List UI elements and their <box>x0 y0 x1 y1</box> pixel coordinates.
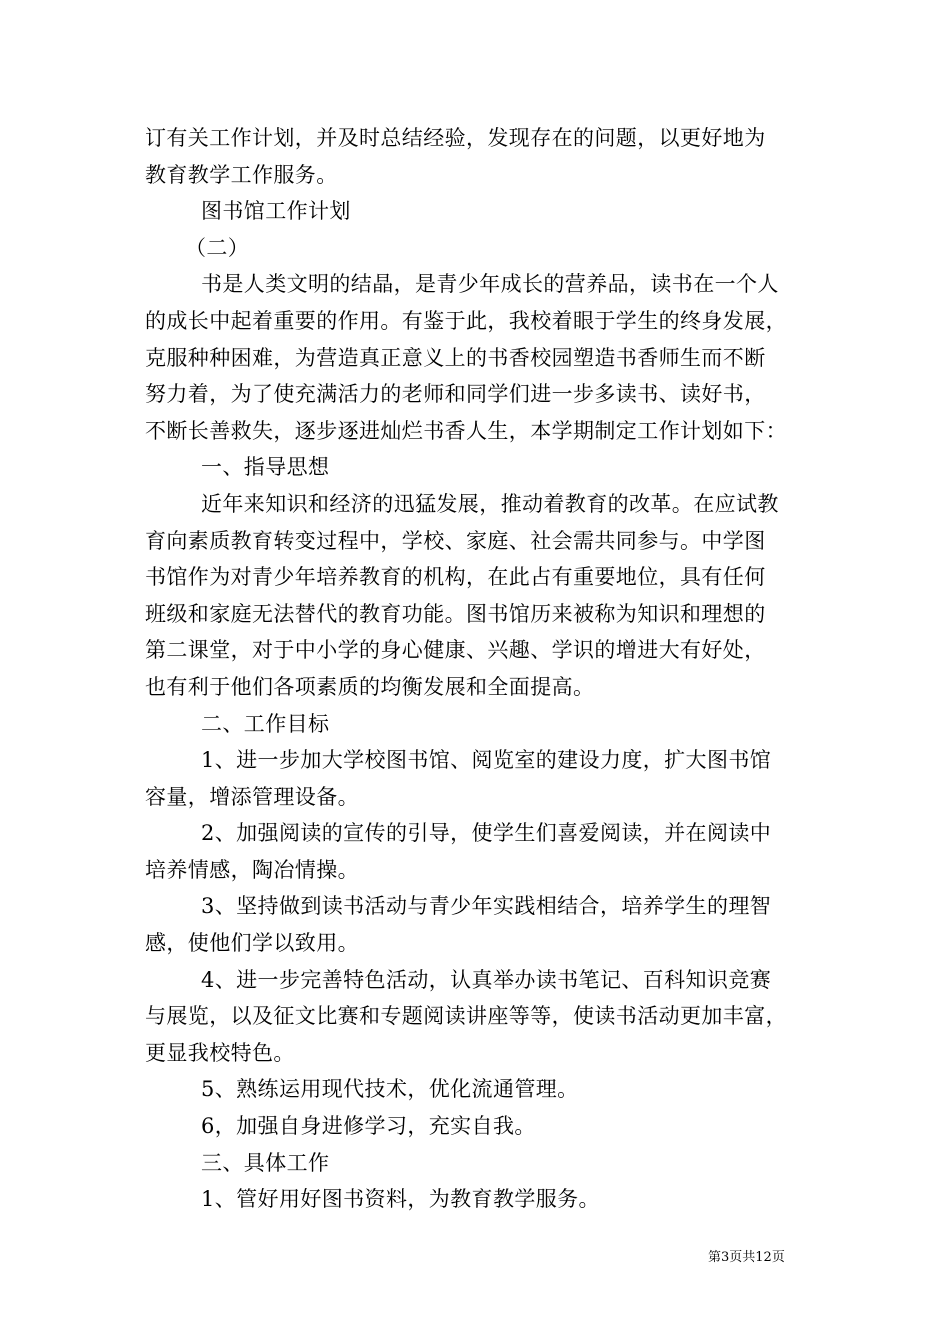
heading-specific-work: 三、具体工作 <box>201 1150 330 1175</box>
text-line: 育向素质教育转变过程中，学校、家庭、社会需共同参与。中学图 <box>145 528 766 553</box>
text-line: 感，使他们学以致用。 <box>145 931 359 956</box>
text-line: 也有利于他们各项素质的均衡发展和全面提高。 <box>145 674 595 699</box>
text-line: 努力着，为了使充满活力的老师和同学们进一步多读书、读好书， <box>145 382 766 407</box>
text-line: 更显我校特色。 <box>145 1040 295 1065</box>
list-item: 4、进一步完善特色活动，认真举办读书笔记、百科知识竞赛 <box>201 967 772 992</box>
section-title: 图书馆工作计划 <box>201 199 351 224</box>
list-item: 1、进一步加大学校图书馆、阅览室的建设力度，扩大图书馆 <box>201 748 772 773</box>
document-body <box>145 120 820 1218</box>
heading-work-goals: 二、工作目标 <box>201 711 330 736</box>
list-item: 2、加强阅读的宣传的引导，使学生们喜爱阅读，并在阅读中 <box>201 821 772 846</box>
text-line: 第二课堂，对于中小学的身心健康、兴趣、学识的增进大有好处， <box>145 638 766 663</box>
text-line: 培养情感，陶冶情操。 <box>145 857 359 882</box>
section-subtitle: （二） <box>185 235 250 260</box>
text-line: 的成长中起着重要的作用。有鉴于此，我校着眼于学生的终身发展， <box>145 308 787 333</box>
text-line: 教育教学工作服务。 <box>145 162 338 187</box>
heading-guiding-thought: 一、指导思想 <box>201 455 330 480</box>
list-item: 3、坚持做到读书活动与青少年实践相结合，培养学生的理智 <box>201 894 772 919</box>
text-line: 克服种种困难，为营造真正意义上的书香校园塑造书香师生而不断 <box>145 345 766 370</box>
text-line: 不断长善救失，逐步逐进灿烂书香人生，本学期制定工作计划如下： <box>145 418 787 443</box>
text-line: 订有关工作计划，并及时总结经验，发现存在的问题，以更好地为 <box>145 126 766 150</box>
text-line: 容量，增添管理设备。 <box>145 784 359 809</box>
list-item: 1、管好用好图书资料，为教育教学服务。 <box>201 1187 600 1212</box>
text-line: 书是人类文明的结晶，是青少年成长的营养品，读书在一个人 <box>201 272 779 297</box>
list-item: 5、熟练运用现代技术，优化流通管理。 <box>201 1077 579 1102</box>
text-line: 书馆作为对青少年培养教育的机构，在此占有重要地位，具有任何 <box>145 565 766 590</box>
list-item: 6，加强自身进修学习，充实自我。 <box>201 1114 536 1139</box>
text-line: 班级和家庭无法替代的教育功能。图书馆历来被称为知识和理想的 <box>145 601 766 626</box>
text-line: 近年来知识和经济的迅猛发展，推动着教育的改革。在应试教 <box>201 491 779 516</box>
page-number-footer: 第3页共12页 <box>708 1250 785 1265</box>
text-line: 与展览，以及征文比赛和专题阅读讲座等等，使读书活动更加丰富， <box>145 1004 787 1029</box>
